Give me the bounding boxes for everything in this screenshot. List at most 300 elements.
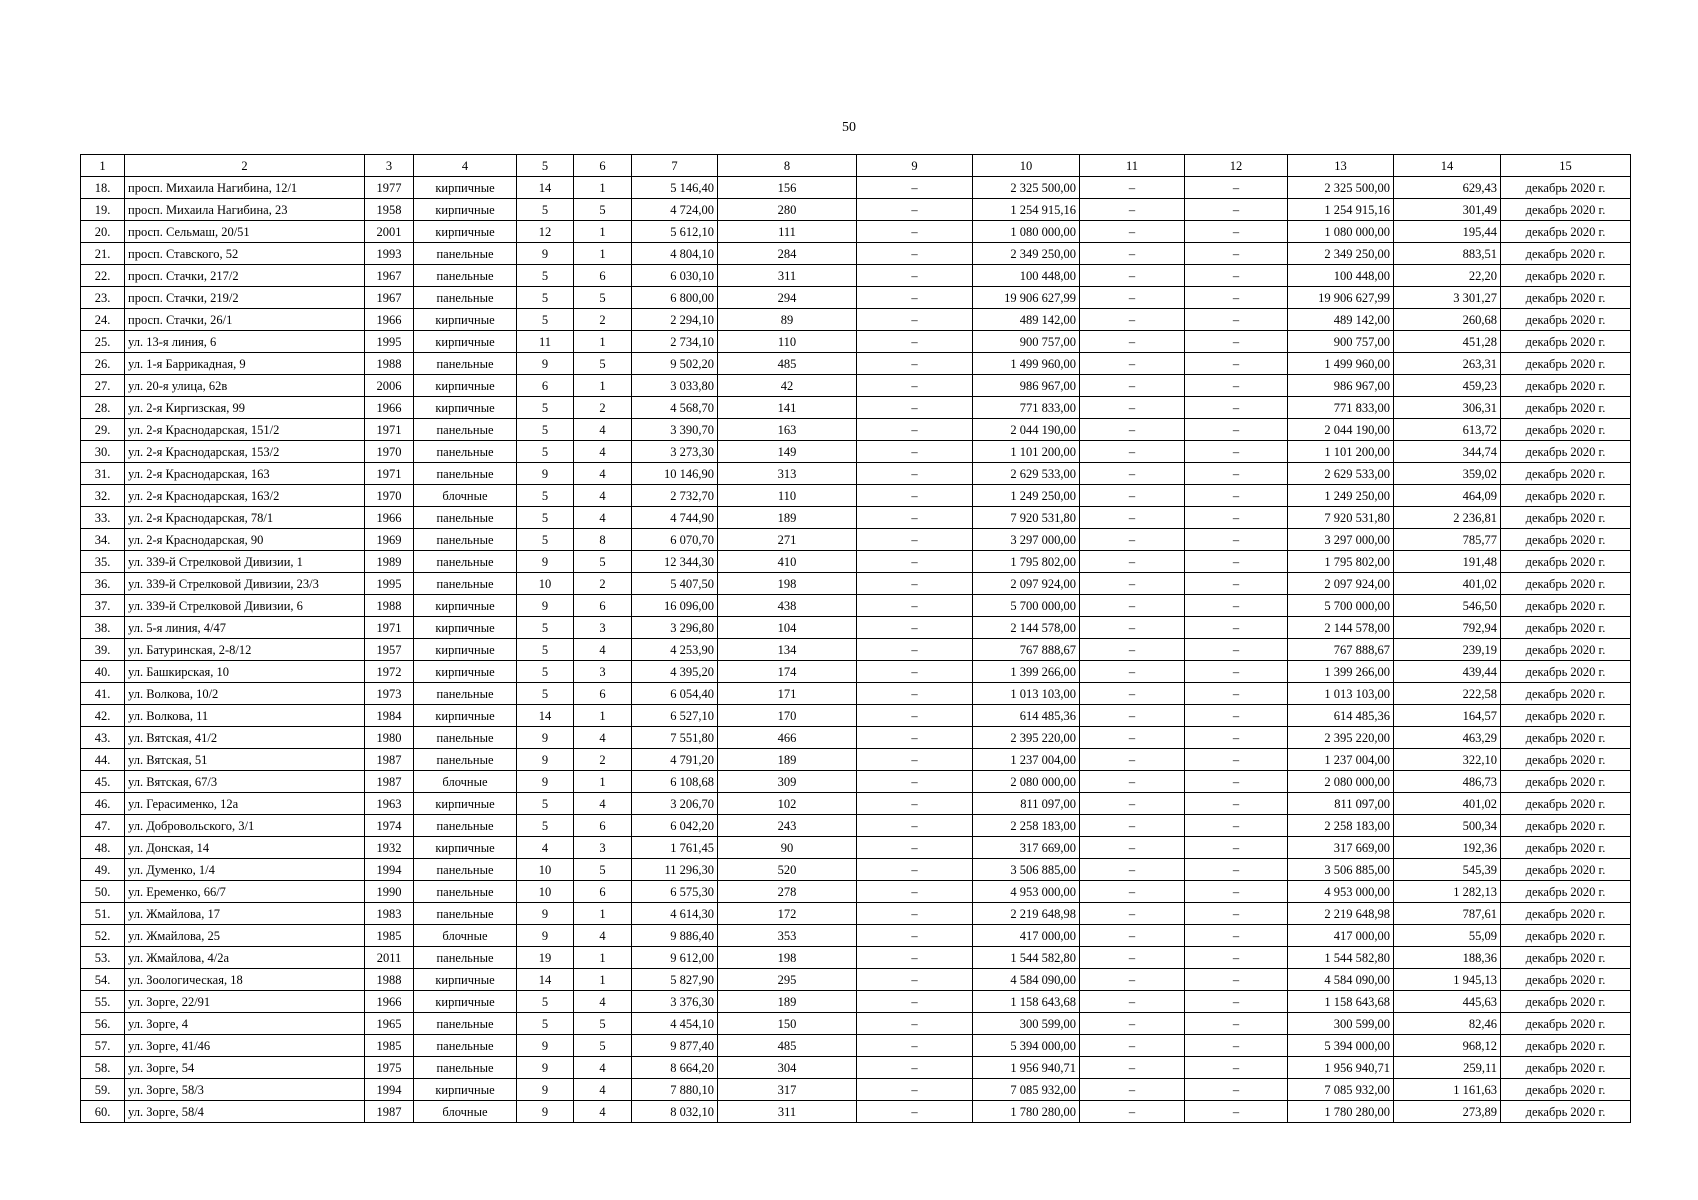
cell-residents: 410 (718, 551, 857, 573)
cell-cost: 7 920 531,80 (973, 507, 1080, 529)
column-header-12: 12 (1185, 155, 1288, 177)
table-row (81, 859, 1631, 881)
cell-floors: 9 (517, 595, 574, 617)
cell-total-cost: 1 101 200,00 (1288, 441, 1394, 463)
cell-cost: 900 757,00 (973, 331, 1080, 353)
cell-residents: 189 (718, 749, 857, 771)
cell-row-number: 44. (81, 749, 125, 771)
cell-col-12: – (1185, 991, 1288, 1013)
cell-residents: 42 (718, 375, 857, 397)
cell-floors: 10 (517, 573, 574, 595)
cell-wall-material: кирпичные (414, 397, 517, 419)
cell-col-12: – (1185, 661, 1288, 683)
column-header-9: 9 (857, 155, 973, 177)
cell-cost: 1 158 643,68 (973, 991, 1080, 1013)
cell-row-number: 24. (81, 309, 125, 331)
cell-row-number: 48. (81, 837, 125, 859)
cell-wall-material: панельные (414, 353, 517, 375)
cell-deadline: декабрь 2020 г. (1501, 199, 1631, 221)
cell-total-cost: 767 888,67 (1288, 639, 1394, 661)
cell-address: ул. Вятская, 51 (125, 749, 365, 771)
cell-residents: 485 (718, 1035, 857, 1057)
column-header-11: 11 (1080, 155, 1185, 177)
cell-col-9: – (857, 727, 973, 749)
cell-residents: 280 (718, 199, 857, 221)
cell-floors: 5 (517, 529, 574, 551)
cell-entrances: 4 (574, 991, 632, 1013)
cell-address: просп. Стачки, 26/1 (125, 309, 365, 331)
data-table (80, 154, 1631, 1123)
cell-total-cost: 2 629 533,00 (1288, 463, 1394, 485)
cell-residents: 170 (718, 705, 857, 727)
cell-col-9: – (857, 177, 973, 199)
cell-residents: 150 (718, 1013, 857, 1035)
cell-total-area: 9 886,40 (632, 925, 718, 947)
cell-year-built: 1963 (365, 793, 414, 815)
cell-wall-material: панельные (414, 749, 517, 771)
cell-year-built: 1966 (365, 397, 414, 419)
cell-floors: 5 (517, 639, 574, 661)
cell-col-12: – (1185, 683, 1288, 705)
cell-residents: 353 (718, 925, 857, 947)
cell-entrances: 4 (574, 1079, 632, 1101)
cell-year-built: 2001 (365, 221, 414, 243)
cell-cost: 2 325 500,00 (973, 177, 1080, 199)
cell-floors: 9 (517, 903, 574, 925)
cell-wall-material: кирпичные (414, 705, 517, 727)
cell-address: ул. Донская, 14 (125, 837, 365, 859)
cell-cost: 4 584 090,00 (973, 969, 1080, 991)
cell-cost-per-sqm: 259,11 (1394, 1057, 1501, 1079)
cell-total-cost: 5 700 000,00 (1288, 595, 1394, 617)
cell-address: ул. Добровольского, 3/1 (125, 815, 365, 837)
cell-deadline: декабрь 2020 г. (1501, 441, 1631, 463)
cell-col-9: – (857, 507, 973, 529)
cell-address: ул. Зорге, 58/4 (125, 1101, 365, 1123)
cell-wall-material: панельные (414, 287, 517, 309)
cell-col-11: – (1080, 309, 1185, 331)
cell-total-cost: 1 080 000,00 (1288, 221, 1394, 243)
cell-row-number: 41. (81, 683, 125, 705)
cell-address: ул. 20-я улица, 62в (125, 375, 365, 397)
cell-col-12: – (1185, 1013, 1288, 1035)
cell-year-built: 1957 (365, 639, 414, 661)
page-number: 50 (842, 120, 856, 135)
cell-residents: 271 (718, 529, 857, 551)
cell-row-number: 53. (81, 947, 125, 969)
cell-entrances: 4 (574, 1101, 632, 1123)
cell-year-built: 1985 (365, 925, 414, 947)
cell-col-11: – (1080, 353, 1185, 375)
cell-entrances: 5 (574, 199, 632, 221)
cell-row-number: 33. (81, 507, 125, 529)
cell-floors: 9 (517, 463, 574, 485)
table-row (81, 463, 1631, 485)
cell-col-12: – (1185, 595, 1288, 617)
cell-residents: 295 (718, 969, 857, 991)
cell-floors: 9 (517, 551, 574, 573)
cell-address: ул. Герасименко, 12а (125, 793, 365, 815)
cell-row-number: 21. (81, 243, 125, 265)
cell-floors: 9 (517, 771, 574, 793)
cell-floors: 5 (517, 441, 574, 463)
cell-col-11: – (1080, 925, 1185, 947)
cell-cost-per-sqm: 82,46 (1394, 1013, 1501, 1035)
cell-year-built: 1980 (365, 727, 414, 749)
cell-col-11: – (1080, 727, 1185, 749)
cell-deadline: декабрь 2020 г. (1501, 1101, 1631, 1123)
cell-deadline: декабрь 2020 г. (1501, 793, 1631, 815)
cell-wall-material: кирпичные (414, 375, 517, 397)
cell-col-9: – (857, 309, 973, 331)
cell-cost-per-sqm: 192,36 (1394, 837, 1501, 859)
cell-total-cost: 1 499 960,00 (1288, 353, 1394, 375)
cell-entrances: 8 (574, 529, 632, 551)
cell-deadline: декабрь 2020 г. (1501, 595, 1631, 617)
table-row (81, 617, 1631, 639)
cell-cost-per-sqm: 463,29 (1394, 727, 1501, 749)
cell-total-area: 8 664,20 (632, 1057, 718, 1079)
cell-floors: 9 (517, 353, 574, 375)
cell-year-built: 1977 (365, 177, 414, 199)
cell-total-area: 6 527,10 (632, 705, 718, 727)
cell-address: ул. Жмайлова, 4/2а (125, 947, 365, 969)
cell-total-cost: 2 258 183,00 (1288, 815, 1394, 837)
cell-deadline: декабрь 2020 г. (1501, 969, 1631, 991)
cell-floors: 4 (517, 837, 574, 859)
cell-cost: 2 044 190,00 (973, 419, 1080, 441)
cell-deadline: декабрь 2020 г. (1501, 1013, 1631, 1035)
table-row (81, 1101, 1631, 1123)
cell-entrances: 4 (574, 441, 632, 463)
cell-residents: 90 (718, 837, 857, 859)
cell-cost-per-sqm: 968,12 (1394, 1035, 1501, 1057)
cell-col-11: – (1080, 331, 1185, 353)
cell-year-built: 1983 (365, 903, 414, 925)
cell-deadline: декабрь 2020 г. (1501, 1057, 1631, 1079)
cell-total-area: 6 030,10 (632, 265, 718, 287)
cell-total-cost: 2 219 648,98 (1288, 903, 1394, 925)
cell-year-built: 1985 (365, 1035, 414, 1057)
cell-residents: 134 (718, 639, 857, 661)
cell-floors: 5 (517, 309, 574, 331)
cell-entrances: 4 (574, 639, 632, 661)
cell-address: ул. Вятская, 41/2 (125, 727, 365, 749)
cell-wall-material: кирпичные (414, 199, 517, 221)
cell-residents: 284 (718, 243, 857, 265)
cell-total-area: 3 390,70 (632, 419, 718, 441)
cell-residents: 294 (718, 287, 857, 309)
cell-col-9: – (857, 375, 973, 397)
cell-floors: 5 (517, 661, 574, 683)
cell-col-12: – (1185, 397, 1288, 419)
cell-year-built: 1988 (365, 969, 414, 991)
cell-deadline: декабрь 2020 г. (1501, 705, 1631, 727)
cell-row-number: 34. (81, 529, 125, 551)
cell-year-built: 1994 (365, 859, 414, 881)
cell-row-number: 56. (81, 1013, 125, 1035)
cell-col-11: – (1080, 991, 1185, 1013)
cell-year-built: 1971 (365, 617, 414, 639)
cell-cost: 100 448,00 (973, 265, 1080, 287)
cell-total-cost: 1 237 004,00 (1288, 749, 1394, 771)
cell-col-11: – (1080, 573, 1185, 595)
column-header-14: 14 (1394, 155, 1501, 177)
cell-address: ул. 2-я Краснодарская, 163 (125, 463, 365, 485)
cell-total-cost: 771 833,00 (1288, 397, 1394, 419)
cell-total-area: 4 454,10 (632, 1013, 718, 1035)
cell-entrances: 4 (574, 793, 632, 815)
cell-entrances: 6 (574, 595, 632, 617)
cell-total-cost: 2 349 250,00 (1288, 243, 1394, 265)
cell-entrances: 4 (574, 925, 632, 947)
cell-cost-per-sqm: 1 161,63 (1394, 1079, 1501, 1101)
cell-cost-per-sqm: 222,58 (1394, 683, 1501, 705)
cell-col-9: – (857, 287, 973, 309)
cell-entrances: 1 (574, 947, 632, 969)
cell-col-12: – (1185, 309, 1288, 331)
cell-floors: 19 (517, 947, 574, 969)
cell-entrances: 6 (574, 265, 632, 287)
column-header-1: 1 (81, 155, 125, 177)
cell-year-built: 1966 (365, 309, 414, 331)
cell-col-9: – (857, 771, 973, 793)
cell-col-12: – (1185, 265, 1288, 287)
cell-cost-per-sqm: 792,94 (1394, 617, 1501, 639)
cell-entrances: 1 (574, 177, 632, 199)
cell-cost-per-sqm: 273,89 (1394, 1101, 1501, 1123)
cell-entrances: 2 (574, 749, 632, 771)
cell-deadline: декабрь 2020 г. (1501, 815, 1631, 837)
column-header-3: 3 (365, 155, 414, 177)
cell-year-built: 1987 (365, 1101, 414, 1123)
cell-col-11: – (1080, 551, 1185, 573)
table-row (81, 903, 1631, 925)
cell-address: ул. Жмайлова, 17 (125, 903, 365, 925)
cell-year-built: 1974 (365, 815, 414, 837)
cell-col-12: – (1185, 815, 1288, 837)
cell-total-cost: 1 249 250,00 (1288, 485, 1394, 507)
cell-total-area: 4 395,20 (632, 661, 718, 683)
cell-address: ул. Еременко, 66/7 (125, 881, 365, 903)
cell-residents: 89 (718, 309, 857, 331)
cell-wall-material: кирпичные (414, 661, 517, 683)
cell-col-12: – (1185, 441, 1288, 463)
cell-cost: 300 599,00 (973, 1013, 1080, 1035)
cell-cost: 2 219 648,98 (973, 903, 1080, 925)
cell-row-number: 22. (81, 265, 125, 287)
cell-cost: 1 399 266,00 (973, 661, 1080, 683)
cell-deadline: декабрь 2020 г. (1501, 925, 1631, 947)
cell-deadline: декабрь 2020 г. (1501, 881, 1631, 903)
cell-total-cost: 2 325 500,00 (1288, 177, 1394, 199)
cell-deadline: декабрь 2020 г. (1501, 903, 1631, 925)
table-row (81, 419, 1631, 441)
cell-residents: 172 (718, 903, 857, 925)
cell-address: ул. Думенко, 1/4 (125, 859, 365, 881)
cell-year-built: 1970 (365, 441, 414, 463)
cell-row-number: 27. (81, 375, 125, 397)
cell-wall-material: блочные (414, 1101, 517, 1123)
cell-row-number: 28. (81, 397, 125, 419)
column-header-6: 6 (574, 155, 632, 177)
cell-row-number: 38. (81, 617, 125, 639)
cell-residents: 198 (718, 573, 857, 595)
cell-col-12: – (1185, 507, 1288, 529)
cell-year-built: 2011 (365, 947, 414, 969)
cell-cost-per-sqm: 486,73 (1394, 771, 1501, 793)
cell-address: ул. Зоологическая, 18 (125, 969, 365, 991)
cell-floors: 10 (517, 881, 574, 903)
cell-address: ул. Волкова, 11 (125, 705, 365, 727)
cell-total-area: 9 612,00 (632, 947, 718, 969)
cell-row-number: 42. (81, 705, 125, 727)
cell-col-9: – (857, 331, 973, 353)
cell-total-area: 6 575,30 (632, 881, 718, 903)
cell-residents: 189 (718, 991, 857, 1013)
cell-wall-material: панельные (414, 815, 517, 837)
table-row (81, 507, 1631, 529)
cell-entrances: 6 (574, 815, 632, 837)
cell-col-9: – (857, 859, 973, 881)
cell-wall-material: панельные (414, 881, 517, 903)
cell-total-cost: 1 254 915,16 (1288, 199, 1394, 221)
cell-address: ул. 2-я Краснодарская, 163/2 (125, 485, 365, 507)
cell-total-area: 2 734,10 (632, 331, 718, 353)
cell-col-12: – (1185, 837, 1288, 859)
cell-col-12: – (1185, 639, 1288, 661)
cell-year-built: 1973 (365, 683, 414, 705)
cell-floors: 5 (517, 397, 574, 419)
cell-total-area: 6 108,68 (632, 771, 718, 793)
cell-floors: 14 (517, 705, 574, 727)
cell-total-area: 6 042,20 (632, 815, 718, 837)
cell-cost-per-sqm: 613,72 (1394, 419, 1501, 441)
cell-col-11: – (1080, 815, 1185, 837)
cell-cost-per-sqm: 464,09 (1394, 485, 1501, 507)
cell-col-11: – (1080, 177, 1185, 199)
cell-wall-material: кирпичные (414, 221, 517, 243)
cell-residents: 313 (718, 463, 857, 485)
cell-wall-material: панельные (414, 683, 517, 705)
cell-cost-per-sqm: 1 282,13 (1394, 881, 1501, 903)
cell-residents: 317 (718, 1079, 857, 1101)
cell-total-cost: 2 044 190,00 (1288, 419, 1394, 441)
cell-cost-per-sqm: 401,02 (1394, 573, 1501, 595)
cell-residents: 520 (718, 859, 857, 881)
cell-col-11: – (1080, 793, 1185, 815)
cell-address: ул. Батуринская, 2-8/12 (125, 639, 365, 661)
cell-wall-material: кирпичные (414, 595, 517, 617)
cell-col-11: – (1080, 507, 1185, 529)
cell-row-number: 35. (81, 551, 125, 573)
cell-cost-per-sqm: 239,19 (1394, 639, 1501, 661)
cell-floors: 5 (517, 265, 574, 287)
cell-cost-per-sqm: 445,63 (1394, 991, 1501, 1013)
cell-deadline: декабрь 2020 г. (1501, 771, 1631, 793)
cell-row-number: 40. (81, 661, 125, 683)
cell-year-built: 1969 (365, 529, 414, 551)
cell-total-cost: 317 669,00 (1288, 837, 1394, 859)
cell-total-area: 4 253,90 (632, 639, 718, 661)
cell-col-12: – (1185, 463, 1288, 485)
cell-col-9: – (857, 925, 973, 947)
cell-deadline: декабрь 2020 г. (1501, 991, 1631, 1013)
table-row (81, 837, 1631, 859)
cell-row-number: 51. (81, 903, 125, 925)
cell-cost: 3 297 000,00 (973, 529, 1080, 551)
cell-col-11: – (1080, 661, 1185, 683)
cell-year-built: 1993 (365, 243, 414, 265)
cell-col-11: – (1080, 837, 1185, 859)
table-row (81, 573, 1631, 595)
cell-total-cost: 900 757,00 (1288, 331, 1394, 353)
cell-wall-material: панельные (414, 1035, 517, 1057)
table-row (81, 331, 1631, 353)
cell-col-9: – (857, 749, 973, 771)
cell-total-area: 5 407,50 (632, 573, 718, 595)
cell-col-12: – (1185, 1035, 1288, 1057)
cell-row-number: 37. (81, 595, 125, 617)
cell-deadline: декабрь 2020 г. (1501, 1079, 1631, 1101)
cell-year-built: 1995 (365, 573, 414, 595)
cell-row-number: 26. (81, 353, 125, 375)
cell-deadline: декабрь 2020 г. (1501, 947, 1631, 969)
cell-col-12: – (1185, 925, 1288, 947)
header-row (81, 155, 1631, 177)
cell-wall-material: блочные (414, 925, 517, 947)
cell-cost-per-sqm: 629,43 (1394, 177, 1501, 199)
cell-deadline: декабрь 2020 г. (1501, 551, 1631, 573)
cell-row-number: 52. (81, 925, 125, 947)
table-row (81, 1035, 1631, 1057)
cell-total-area: 16 096,00 (632, 595, 718, 617)
table-row (81, 485, 1631, 507)
cell-floors: 5 (517, 419, 574, 441)
cell-cost: 771 833,00 (973, 397, 1080, 419)
cell-col-12: – (1185, 749, 1288, 771)
cell-col-9: – (857, 441, 973, 463)
cell-col-11: – (1080, 947, 1185, 969)
table-row (81, 925, 1631, 947)
cell-col-9: – (857, 1057, 973, 1079)
cell-cost-per-sqm: 785,77 (1394, 529, 1501, 551)
cell-floors: 5 (517, 793, 574, 815)
cell-deadline: декабрь 2020 г. (1501, 243, 1631, 265)
cell-col-9: – (857, 705, 973, 727)
cell-total-area: 6 054,40 (632, 683, 718, 705)
cell-address: ул. Башкирская, 10 (125, 661, 365, 683)
cell-col-11: – (1080, 639, 1185, 661)
table-row (81, 1013, 1631, 1035)
cell-floors: 9 (517, 749, 574, 771)
cell-entrances: 5 (574, 1035, 632, 1057)
cell-col-12: – (1185, 1057, 1288, 1079)
cell-cost: 2 080 000,00 (973, 771, 1080, 793)
table-row (81, 595, 1631, 617)
cell-address: ул. Волкова, 10/2 (125, 683, 365, 705)
cell-wall-material: панельные (414, 243, 517, 265)
cell-residents: 156 (718, 177, 857, 199)
table-row (81, 177, 1631, 199)
cell-col-9: – (857, 815, 973, 837)
cell-total-area: 9 502,20 (632, 353, 718, 375)
cell-entrances: 5 (574, 551, 632, 573)
cell-year-built: 1967 (365, 287, 414, 309)
cell-row-number: 49. (81, 859, 125, 881)
cell-total-area: 3 376,30 (632, 991, 718, 1013)
cell-col-11: – (1080, 375, 1185, 397)
